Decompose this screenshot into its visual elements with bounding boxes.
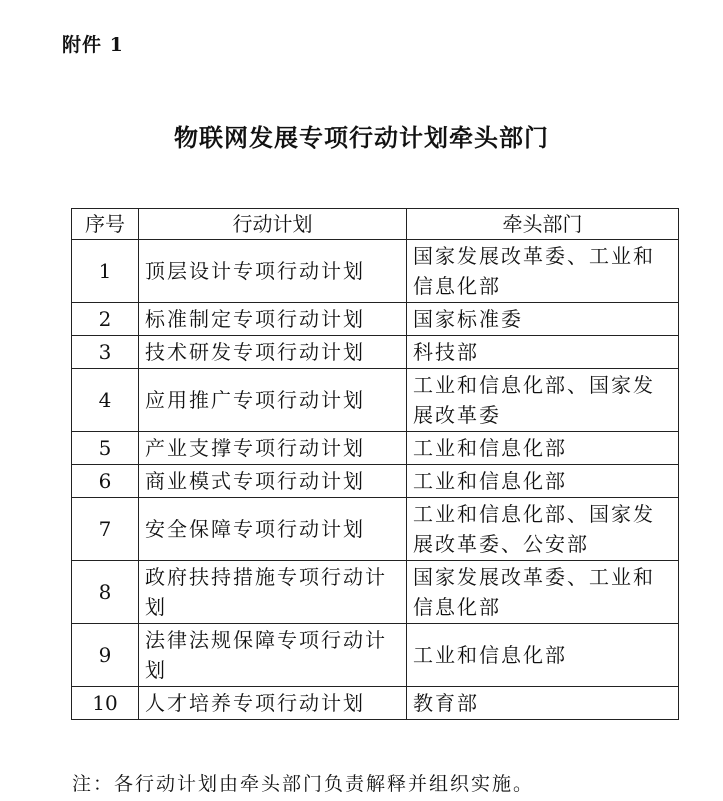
row-seq: 10	[72, 687, 139, 720]
row-seq: 8	[72, 561, 139, 624]
row-dept: 教育部	[407, 687, 679, 720]
table-row	[72, 465, 679, 498]
row-seq: 6	[72, 465, 139, 498]
table-row	[72, 624, 679, 687]
row-seq: 3	[72, 336, 139, 369]
row-dept: 工业和信息化部、国家发展改革委	[407, 369, 679, 432]
table-row	[72, 432, 679, 465]
row-dept: 国家发展改革委、工业和信息化部	[407, 240, 679, 303]
footnote: 注：各行动计划由牵头部门负责解释并组织实施。	[72, 773, 535, 795]
column-header-plan: 行动计划	[139, 209, 407, 240]
row-plan: 安全保障专项行动计划	[139, 498, 407, 561]
row-seq: 7	[72, 498, 139, 561]
row-plan: 人才培养专项行动计划	[139, 687, 407, 720]
row-dept: 国家标准委	[407, 303, 679, 336]
row-dept: 工业和信息化部	[407, 465, 679, 498]
row-seq: 2	[72, 303, 139, 336]
document-title: 物联网发展专项行动计划牵头部门	[174, 123, 549, 152]
column-header-seq: 序号	[72, 209, 139, 240]
row-seq: 1	[72, 240, 139, 303]
table-row	[72, 240, 679, 303]
table-header-row	[72, 209, 679, 240]
row-dept: 国家发展改革委、工业和信息化部	[407, 561, 679, 624]
attachment-label: 附件 1	[62, 34, 124, 56]
table-row	[72, 561, 679, 624]
table-row	[72, 498, 679, 561]
table-row	[72, 303, 679, 336]
row-dept: 工业和信息化部、国家发展改革委、公安部	[407, 498, 679, 561]
row-seq: 9	[72, 624, 139, 687]
row-seq: 4	[72, 369, 139, 432]
row-seq: 5	[72, 432, 139, 465]
row-plan: 法律法规保障专项行动计划	[139, 624, 407, 687]
row-plan: 产业支撑专项行动计划	[139, 432, 407, 465]
row-plan: 标准制定专项行动计划	[139, 303, 407, 336]
column-header-dept: 牵头部门	[407, 209, 679, 240]
row-plan: 商业模式专项行动计划	[139, 465, 407, 498]
row-plan: 政府扶持措施专项行动计划	[139, 561, 407, 624]
row-dept: 工业和信息化部	[407, 432, 679, 465]
table-row	[72, 687, 679, 720]
plan-table	[71, 208, 679, 720]
row-plan: 应用推广专项行动计划	[139, 369, 407, 432]
table-row	[72, 336, 679, 369]
row-plan: 技术研发专项行动计划	[139, 336, 407, 369]
row-dept: 科技部	[407, 336, 679, 369]
row-plan: 顶层设计专项行动计划	[139, 240, 407, 303]
table-row	[72, 369, 679, 432]
row-dept: 工业和信息化部	[407, 624, 679, 687]
